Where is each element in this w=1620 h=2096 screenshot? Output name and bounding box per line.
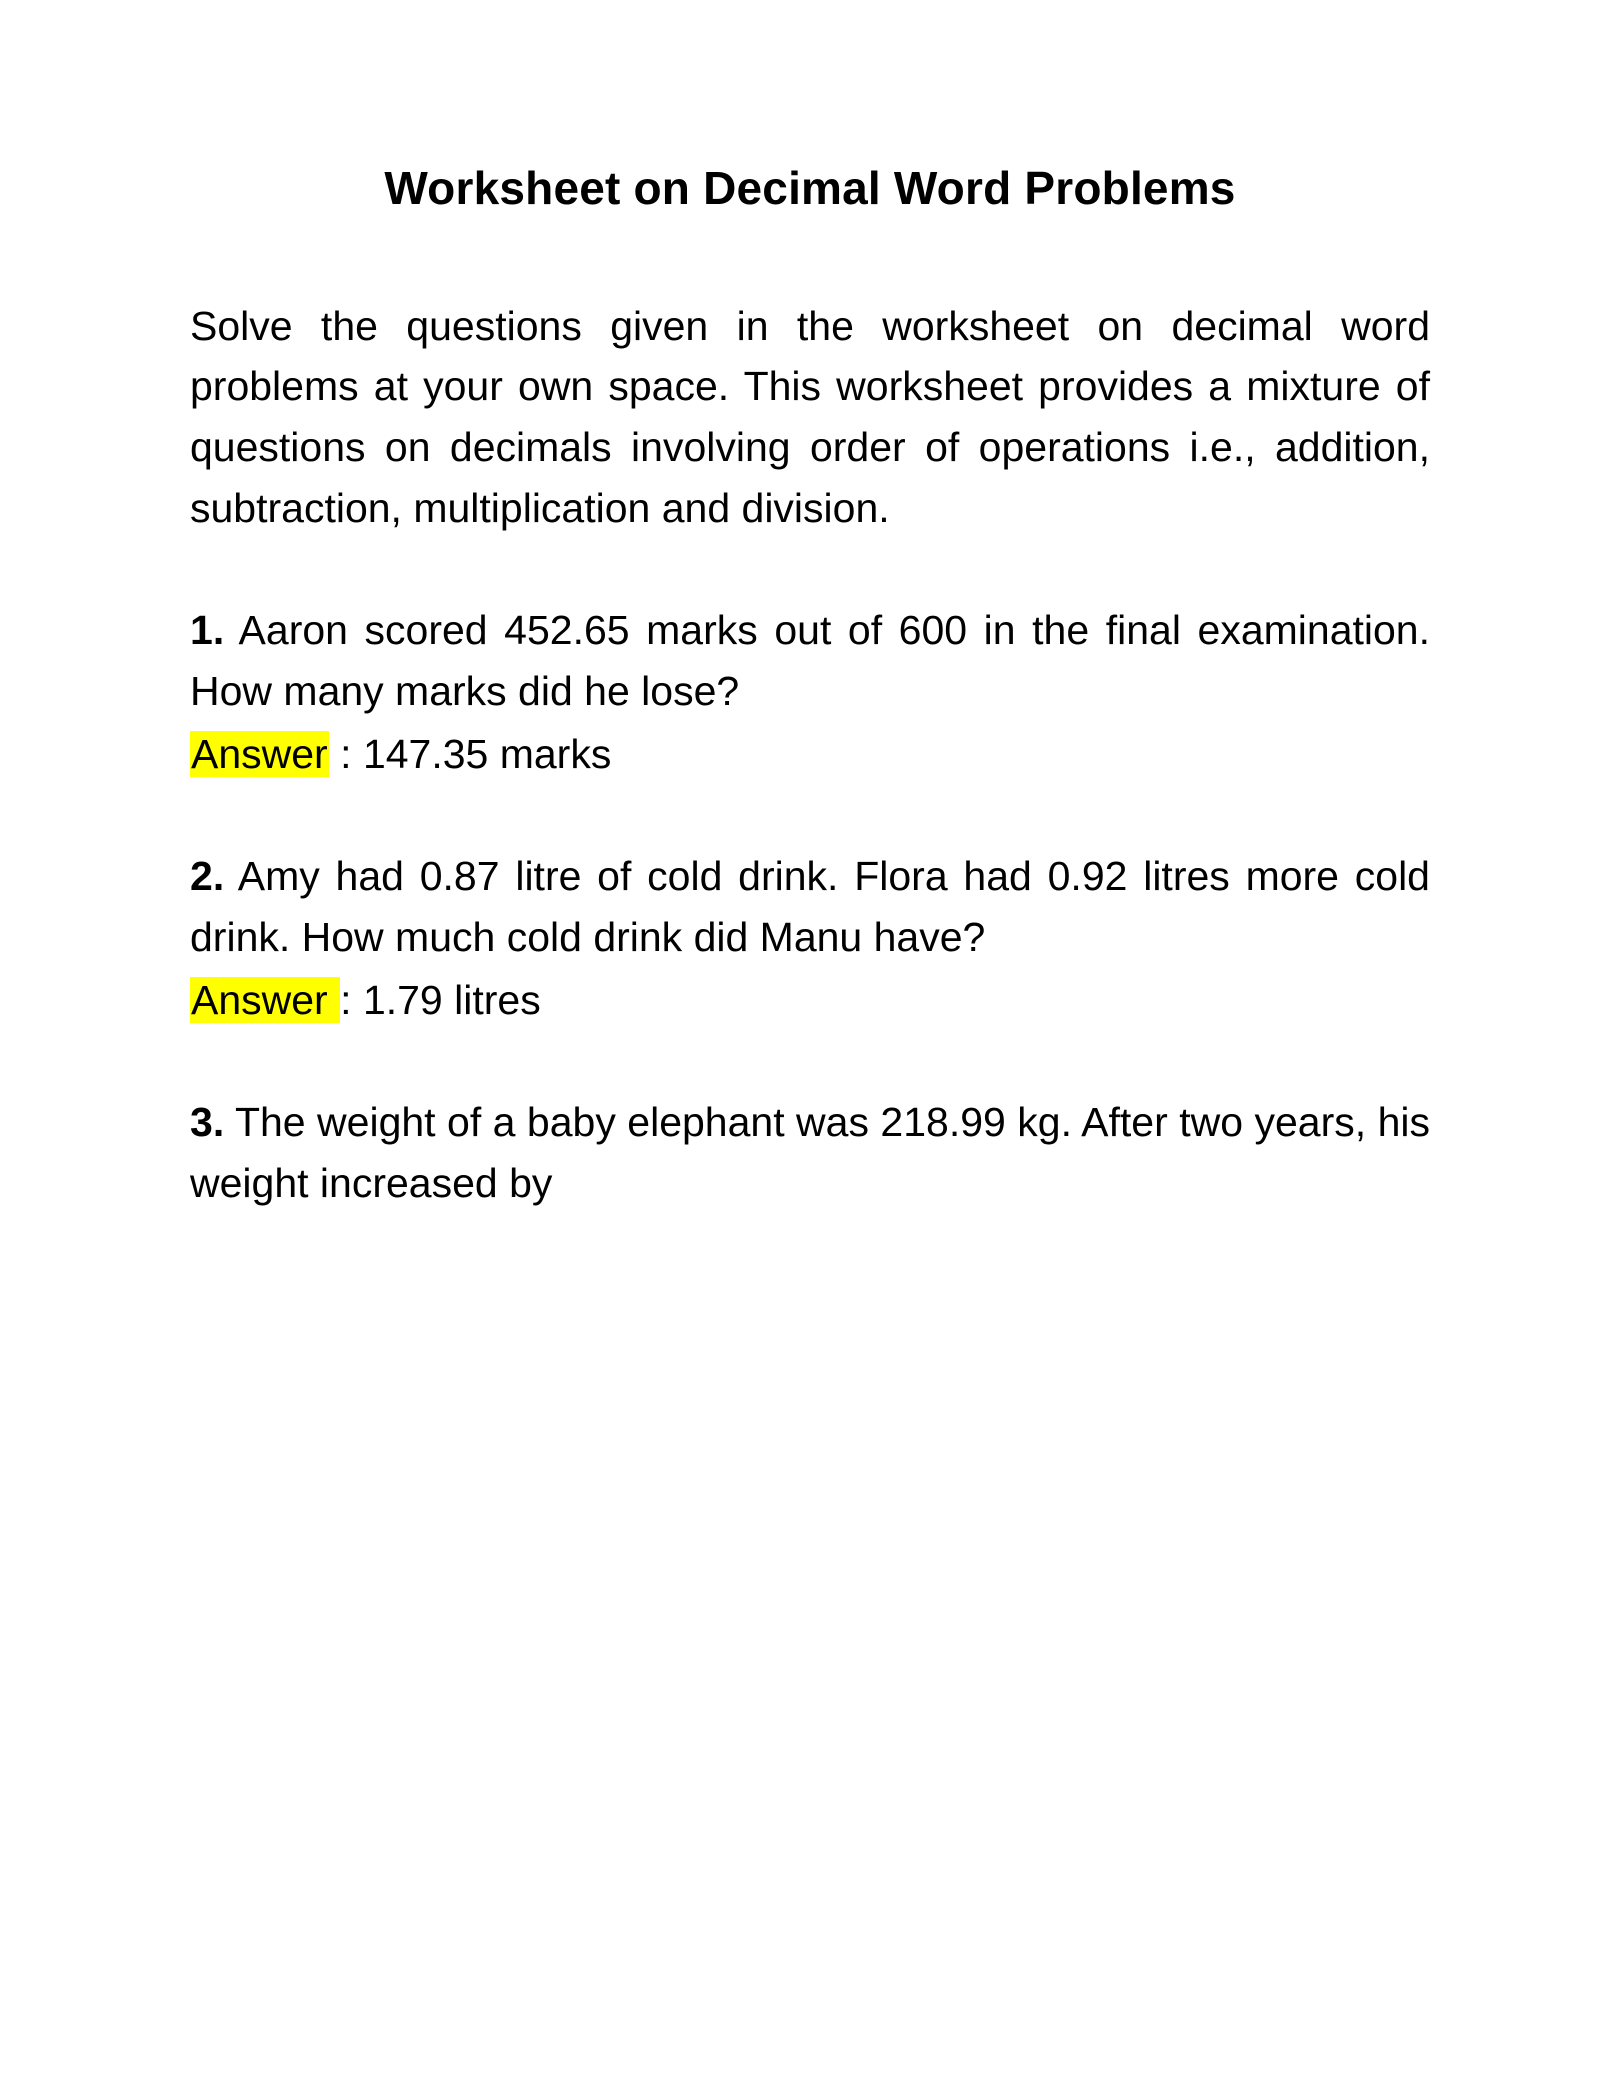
problem-2-answer-value: 1.79 litres (362, 976, 541, 1023)
problem-2-answer-line (190, 970, 1430, 1031)
problem-2-number: 2. (190, 853, 225, 900)
problem-3 (190, 1092, 1430, 1213)
intro-paragraph: Solve the questions given in the worksheet on decimal word problems at your own space. This worksheet provides a mixture of questions on decimals involving order of operations i.e., addition, subtraction, multiplication and division. (190, 302, 1430, 531)
problem-1-answer-line (190, 724, 1430, 785)
answer-colon: : (340, 730, 352, 777)
problem-1-text: Aaron scored 452.65 marks out of 600 in the final examination. How many marks did he lose? (190, 607, 1430, 714)
problem-3-number: 3. (190, 1099, 225, 1146)
answer-separator (329, 731, 340, 777)
page-title: Worksheet on Decimal Word Problems (384, 162, 1236, 214)
problem-2-text: Amy had 0.87 litre of cold drink. Flora had 0.92 litres more cold drink. How much cold drink did Manu have? (190, 853, 1430, 960)
answer-label: Answer (191, 730, 328, 777)
answer-colon: : (340, 976, 352, 1023)
problem-1 (190, 600, 1430, 721)
problem-3-text: The weight of a baby elephant was 218.99 kg. After two years, his weight increased by (190, 1099, 1430, 1206)
problem-1-answer-value: 147.35 marks (362, 730, 612, 777)
answer-label: Answer (190, 977, 340, 1023)
problem-2 (190, 846, 1430, 967)
problem-1-number: 1. (190, 607, 225, 654)
